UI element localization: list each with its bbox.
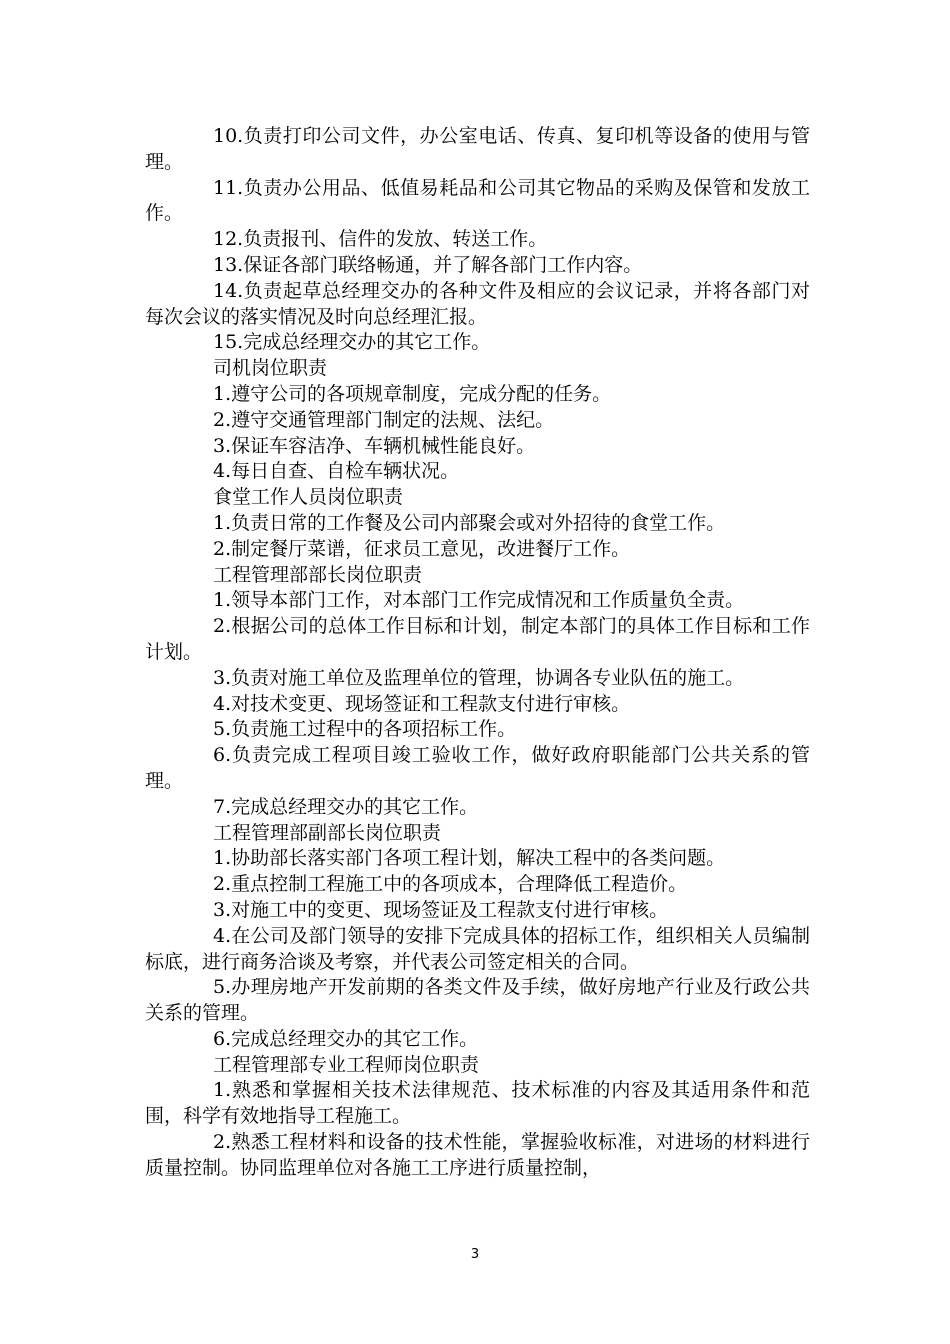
section-heading: 工程管理部专业工程师岗位职责 <box>213 1053 480 1076</box>
paragraph: 14.负责起草总经理交办的各种文件及相应的会议记录，并将各部门对每次会议的落实情况及时向总经理汇报。 <box>145 279 810 328</box>
paragraph: 5.办理房地产开发前期的各类文件及手续，做好房地产行业及行政公共关系的管理。 <box>145 976 810 1025</box>
paragraph: 1.领导本部门工作，对本部门工作完成情况和工作质量负全责。 <box>213 589 745 612</box>
paragraph: 2.重点控制工程施工中的各项成本，合理降低工程造价。 <box>213 873 688 896</box>
paragraph: 4.在公司及部门领导的安排下完成具体的招标工作，组织相关人员编制标底，进行商务洽谈及考察，并代表公司签定相关的合同。 <box>145 924 810 973</box>
paragraph: 5.负责施工过程中的各项招标工作。 <box>213 718 517 741</box>
paragraph: 6.负责完成工程项目竣工验收工作，做好政府职能部门公共关系的管理。 <box>145 744 810 792</box>
paragraph: 1.熟悉和掌握相关技术法律规范、技术标准的内容及其适用条件和范围，科学有效地指导工程施工。 <box>145 1079 810 1128</box>
paragraph: 1.遵守公司的各项规章制度，完成分配的任务。 <box>213 382 612 405</box>
paragraph: 2.遵守交通管理部门制定的法规、法纪。 <box>213 408 555 431</box>
paragraph: 1.负责日常的工作餐及公司内部聚会或对外招待的食堂工作。 <box>213 511 726 534</box>
page-number: 3 <box>470 1247 480 1262</box>
paragraph: 6.完成总经理交办的其它工作。 <box>213 1027 479 1050</box>
paragraph: 4.对技术变更、现场签证和工程款支付进行审核。 <box>213 692 631 715</box>
section-heading: 工程管理部部长岗位职责 <box>213 563 423 586</box>
paragraph: 2.熟悉工程材料和设备的技术性能，掌握验收标准，对进场的材料进行质量控制。协同监理单位对各施工工序进行质量控制， <box>145 1131 810 1179</box>
paragraph: 13.保证各部门联络畅通，并了解各部门工作内容。 <box>213 253 643 276</box>
section-heading: 食堂工作人员岗位职责 <box>213 486 404 509</box>
paragraph: 11.负责办公用品、低值易耗品和公司其它物品的采购及保管和发放工作。 <box>145 176 810 225</box>
paragraph: 1.协助部长落实部门各项工程计划，解决工程中的各类问题。 <box>213 847 726 870</box>
paragraph: 7.完成总经理交办的其它工作。 <box>213 795 479 818</box>
paragraph: 15.完成总经理交办的其它工作。 <box>213 331 491 354</box>
document-body <box>145 124 810 1182</box>
paragraph: 3.负责对施工单位及监理单位的管理，协调各专业队伍的施工。 <box>213 666 745 689</box>
paragraph: 4.每日自查、自检车辆状况。 <box>213 460 460 483</box>
paragraph: 12.负责报刊、信件的发放、转送工作。 <box>213 228 548 251</box>
section-heading: 司机岗位职责 <box>213 357 328 380</box>
paragraph: 3.保证车容洁净、车辆机械性能良好。 <box>213 434 536 457</box>
paragraph: 3.对施工中的变更、现场签证及工程款支付进行审核。 <box>213 898 669 921</box>
paragraph: 2.制定餐厅菜谱，征求员工意见，改进餐厅工作。 <box>213 537 631 560</box>
paragraph: 2.根据公司的总体工作目标和计划，制定本部门的具体工作目标和工作计划。 <box>145 615 810 663</box>
section-heading: 工程管理部副部长岗位职责 <box>213 821 442 844</box>
paragraph: 10.负责打印公司文件，办公室电话、传真、复印机等设备的使用与管理。 <box>145 125 810 173</box>
